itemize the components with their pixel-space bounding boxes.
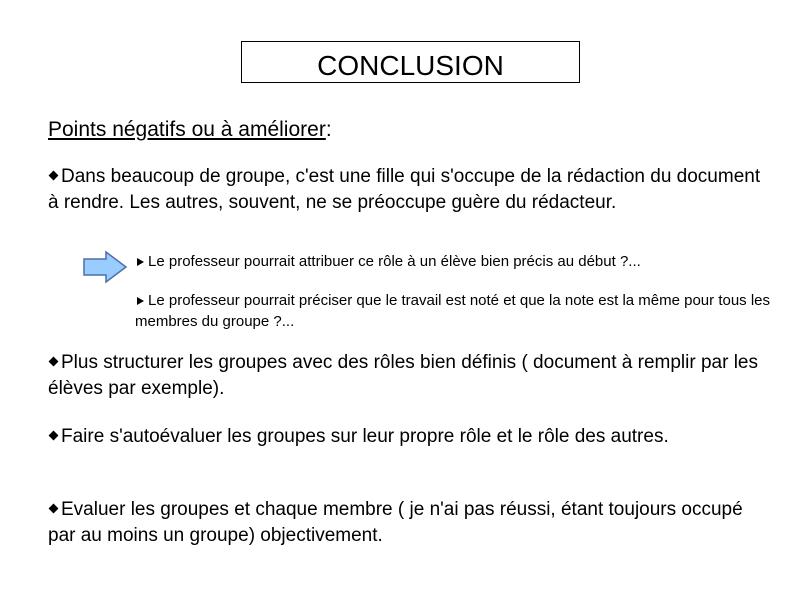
section-heading-colon: : xyxy=(325,118,332,141)
sub-point-1 xyxy=(135,251,775,272)
diamond-bullet-icon xyxy=(49,171,59,181)
right-arrow-icon xyxy=(82,250,128,284)
diamond-bullet-icon xyxy=(49,357,59,367)
point-1 xyxy=(48,164,768,216)
point-3 xyxy=(48,424,768,450)
diamond-bullet-icon xyxy=(49,504,59,514)
sub-point-2 xyxy=(135,290,775,332)
diamond-bullet-icon xyxy=(49,431,59,441)
sub-point-2-text: Le professeur pourrait préciser que le travail est noté et que la note est la même pour tous les membres du groupe ?... xyxy=(135,292,771,330)
point-2 xyxy=(48,350,768,402)
triangle-bullet-icon xyxy=(137,258,144,266)
point-3-text: Faire s'autoévaluer les groupes sur leur propre rôle et le rôle des autres. xyxy=(61,426,669,447)
point-2-text: Plus structurer les groupes avec des rôles bien définis ( document à remplir par les élèves par exemple). xyxy=(48,352,758,399)
point-4-text: Evaluer les groupes et chaque membre ( je n'ai pas réussi, étant toujours occupé par au moins un groupe) objectivement. xyxy=(48,499,743,546)
section-heading xyxy=(48,116,332,144)
sub-point-1-text: Le professeur pourrait attribuer ce rôle à un élève bien précis au début ?... xyxy=(148,253,641,270)
point-4 xyxy=(48,497,768,549)
point-1-text: Dans beaucoup de groupe, c'est une fille qui s'occupe de la rédaction du document à rendre. Les autres, souvent, ne se préoccupe guère du rédacteur. xyxy=(48,166,761,213)
slide-title xyxy=(241,41,580,83)
section-heading-text: Points négatifs ou à améliorer xyxy=(48,118,326,141)
triangle-bullet-icon xyxy=(137,297,144,305)
slide-title-text: CONCLUSION xyxy=(317,50,504,81)
